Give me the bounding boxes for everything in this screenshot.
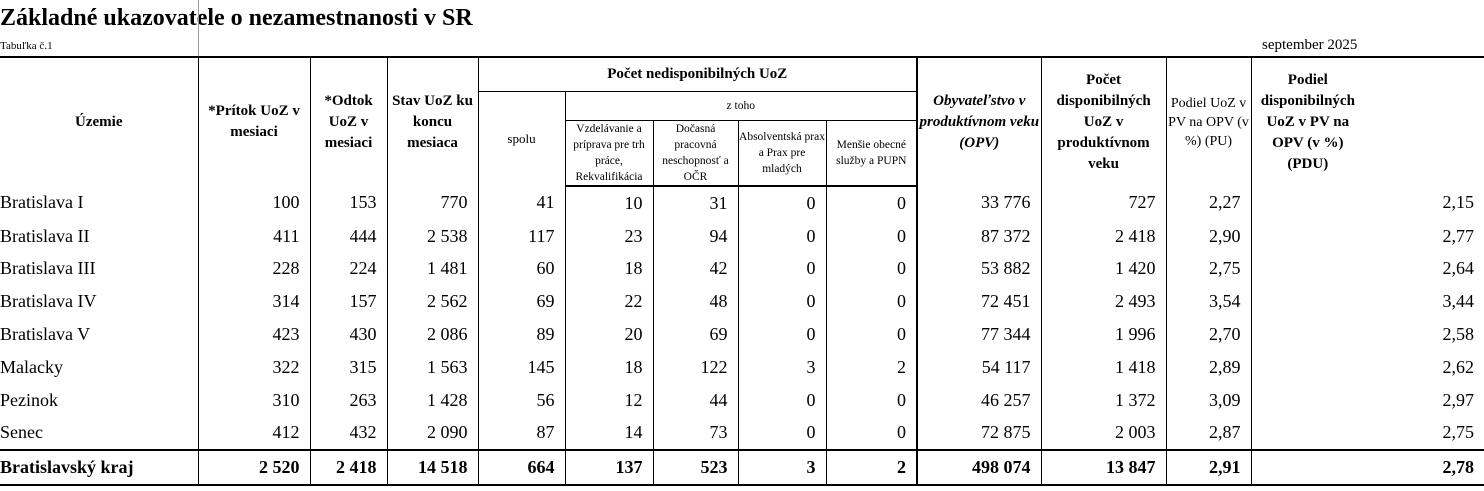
cell-mensie: 0 xyxy=(826,384,917,417)
cell-stav: 2 086 xyxy=(387,318,478,351)
cell-pdu: 2,78 xyxy=(1251,450,1484,485)
cell-mensie: 0 xyxy=(826,220,917,253)
cell-disp: 1 420 xyxy=(1041,253,1166,286)
header-spolu: spolu xyxy=(478,91,565,186)
cell-name: Senec xyxy=(0,422,43,443)
cell-name: Malacky xyxy=(0,356,63,377)
cell-pu: 2,75 xyxy=(1166,253,1251,286)
cell-absol: 0 xyxy=(738,220,826,253)
cell-name: Bratislava I xyxy=(0,192,84,213)
cell-disp: 1 996 xyxy=(1041,318,1166,351)
cell-vzdel: 137 xyxy=(565,450,653,485)
header-docasna: Dočasná pracovná neschopnosť a OČR xyxy=(653,120,738,186)
cell-opv: 87 372 xyxy=(917,220,1041,253)
cell-mensie: 0 xyxy=(826,186,917,220)
cell-disp: 727 xyxy=(1041,186,1166,220)
cell-pritok: 100 xyxy=(198,186,310,220)
cell-name: Pezinok xyxy=(0,389,58,410)
cell-odtok: 444 xyxy=(310,220,387,253)
table-row xyxy=(0,417,1484,451)
header-podiel-pu: Podiel UoZ v PV na OPV (v %) (PU) xyxy=(1166,57,1251,186)
cell-stav: 1 481 xyxy=(387,253,478,286)
cell-absol: 0 xyxy=(738,253,826,286)
cell-spolu: 117 xyxy=(478,220,565,253)
cell-mensie: 2 xyxy=(826,351,917,384)
cell-disp: 1 418 xyxy=(1041,351,1166,384)
cell-docas: 69 xyxy=(653,318,738,351)
cell-opv: 72 451 xyxy=(917,285,1041,318)
cell-pritok: 412 xyxy=(198,417,310,451)
cell-opv: 33 776 xyxy=(917,186,1041,220)
cell-docas: 523 xyxy=(653,450,738,485)
cell-mensie: 0 xyxy=(826,417,917,451)
cell-stav: 770 xyxy=(387,186,478,220)
table-row xyxy=(0,384,1484,417)
cell-pu: 2,87 xyxy=(1166,417,1251,451)
cell-pdu: 2,77 xyxy=(1251,220,1484,253)
cell-pritok: 228 xyxy=(198,253,310,286)
cell-pritok: 310 xyxy=(198,384,310,417)
cell-mensie: 0 xyxy=(826,318,917,351)
cell-stav: 1 428 xyxy=(387,384,478,417)
cell-pritok: 322 xyxy=(198,351,310,384)
cell-pdu: 2,62 xyxy=(1251,351,1484,384)
cell-odtok: 224 xyxy=(310,253,387,286)
cell-vzdel: 23 xyxy=(565,220,653,253)
cell-disp: 13 847 xyxy=(1041,450,1166,485)
cell-pdu: 2,58 xyxy=(1251,318,1484,351)
cell-name: Bratislavský kraj xyxy=(0,450,198,485)
cell-name: Bratislava IV xyxy=(0,291,97,312)
cell-vzdel: 18 xyxy=(565,351,653,384)
cell-docas: 42 xyxy=(653,253,738,286)
cell-disp: 2 003 xyxy=(1041,417,1166,451)
cell-pu: 3,54 xyxy=(1166,285,1251,318)
cell-absol: 3 xyxy=(738,351,826,384)
cell-mensie: 0 xyxy=(826,253,917,286)
cell-absol: 3 xyxy=(738,450,826,485)
cell-opv: 498 074 xyxy=(917,450,1041,485)
cell-stav: 2 090 xyxy=(387,417,478,451)
cell-spolu: 145 xyxy=(478,351,565,384)
cell-absol: 0 xyxy=(738,318,826,351)
cell-pu: 2,91 xyxy=(1166,450,1251,485)
table-row xyxy=(0,220,1484,253)
table-row xyxy=(0,285,1484,318)
cell-odtok: 430 xyxy=(310,318,387,351)
cell-opv: 54 117 xyxy=(917,351,1041,384)
header-odtok: *Odtok UoZ v mesiaci xyxy=(310,57,387,186)
header-z-toho: z toho xyxy=(565,91,917,120)
cell-name: Bratislava III xyxy=(0,258,96,279)
cell-vzdel: 14 xyxy=(565,417,653,451)
cell-docas: 122 xyxy=(653,351,738,384)
header-obyvatelstvo: Obyvateľstvo v produktívnom veku (OPV) xyxy=(917,57,1041,186)
cell-disp: 2 493 xyxy=(1041,285,1166,318)
cell-stav: 14 518 xyxy=(387,450,478,485)
cell-pu: 2,90 xyxy=(1166,220,1251,253)
table-label: Tabuľka č.1 xyxy=(0,40,53,52)
cell-odtok: 432 xyxy=(310,417,387,451)
cell-odtok: 263 xyxy=(310,384,387,417)
cell-docas: 48 xyxy=(653,285,738,318)
cell-odtok: 315 xyxy=(310,351,387,384)
cell-pdu: 3,44 xyxy=(1251,285,1484,318)
cell-pritok: 423 xyxy=(198,318,310,351)
cell-spolu: 60 xyxy=(478,253,565,286)
cell-mensie: 2 xyxy=(826,450,917,485)
table-row xyxy=(0,318,1484,351)
cell-pritok: 411 xyxy=(198,220,310,253)
cell-odtok: 2 418 xyxy=(310,450,387,485)
cell-pu: 2,89 xyxy=(1166,351,1251,384)
cell-vzdel: 10 xyxy=(565,186,653,220)
total-row xyxy=(0,450,1484,485)
cell-absol: 0 xyxy=(738,384,826,417)
cell-stav: 2 562 xyxy=(387,285,478,318)
cell-spolu: 56 xyxy=(478,384,565,417)
cell-odtok: 157 xyxy=(310,285,387,318)
cell-disp: 1 372 xyxy=(1041,384,1166,417)
page-title: Základné ukazovatele o nezamestnanosti v SR xyxy=(0,5,473,31)
header-stav: Stav UoZ ku koncu mesiaca xyxy=(387,57,478,186)
cell-pu: 2,27 xyxy=(1166,186,1251,220)
cell-pritok: 2 520 xyxy=(198,450,310,485)
divider xyxy=(198,0,199,56)
cell-vzdel: 22 xyxy=(565,285,653,318)
header-pritok: *Prítok UoZ v mesiaci xyxy=(198,57,310,186)
cell-spolu: 87 xyxy=(478,417,565,451)
cell-docas: 44 xyxy=(653,384,738,417)
cell-pu: 2,70 xyxy=(1166,318,1251,351)
cell-spolu: 69 xyxy=(478,285,565,318)
cell-vzdel: 12 xyxy=(565,384,653,417)
header-pocet-nedisp: Počet nedisponibilných UoZ xyxy=(478,57,917,91)
period-label: september 2025 xyxy=(1262,37,1358,53)
cell-pdu: 2,15 xyxy=(1251,186,1484,220)
header-vzdelavanie: Vzdelávanie a príprava pre trh práce, Rekvalifikácia xyxy=(565,120,653,186)
header-mensie: Menšie obecné služby a PUPN xyxy=(826,120,917,186)
cell-opv: 46 257 xyxy=(917,384,1041,417)
cell-pdu: 2,97 xyxy=(1251,384,1484,417)
cell-absol: 0 xyxy=(738,285,826,318)
table-row xyxy=(0,351,1484,384)
cell-spolu: 664 xyxy=(478,450,565,485)
cell-pritok: 314 xyxy=(198,285,310,318)
cell-opv: 72 875 xyxy=(917,417,1041,451)
cell-pu: 3,09 xyxy=(1166,384,1251,417)
cell-docas: 73 xyxy=(653,417,738,451)
cell-odtok: 153 xyxy=(310,186,387,220)
cell-opv: 77 344 xyxy=(917,318,1041,351)
cell-disp: 2 418 xyxy=(1041,220,1166,253)
cell-stav: 2 538 xyxy=(387,220,478,253)
cell-docas: 94 xyxy=(653,220,738,253)
cell-docas: 31 xyxy=(653,186,738,220)
header-pocet-disp: Počet disponibilných UoZ v produktívnom veku xyxy=(1041,57,1166,186)
header-podiel-pdu: Podiel disponibilných UoZ v PV na OPV (v %) (PDU) xyxy=(1251,57,1484,186)
cell-name: Bratislava II xyxy=(0,225,90,246)
cell-stav: 1 563 xyxy=(387,351,478,384)
cell-vzdel: 20 xyxy=(565,318,653,351)
cell-opv: 53 882 xyxy=(917,253,1041,286)
cell-pdu: 2,64 xyxy=(1251,253,1484,286)
table-row xyxy=(0,186,1484,220)
cell-mensie: 0 xyxy=(826,285,917,318)
cell-spolu: 89 xyxy=(478,318,565,351)
cell-absol: 0 xyxy=(738,186,826,220)
unemployment-table xyxy=(0,56,1484,486)
cell-name: Bratislava V xyxy=(0,324,91,345)
cell-vzdel: 18 xyxy=(565,253,653,286)
table-row xyxy=(0,253,1484,286)
cell-spolu: 41 xyxy=(478,186,565,220)
cell-absol: 0 xyxy=(738,417,826,451)
header-uzemie: Územie xyxy=(0,57,198,186)
cell-pdu: 2,75 xyxy=(1251,417,1484,451)
header-absolventska: Absolventská prax a Prax pre mladých xyxy=(738,120,826,186)
